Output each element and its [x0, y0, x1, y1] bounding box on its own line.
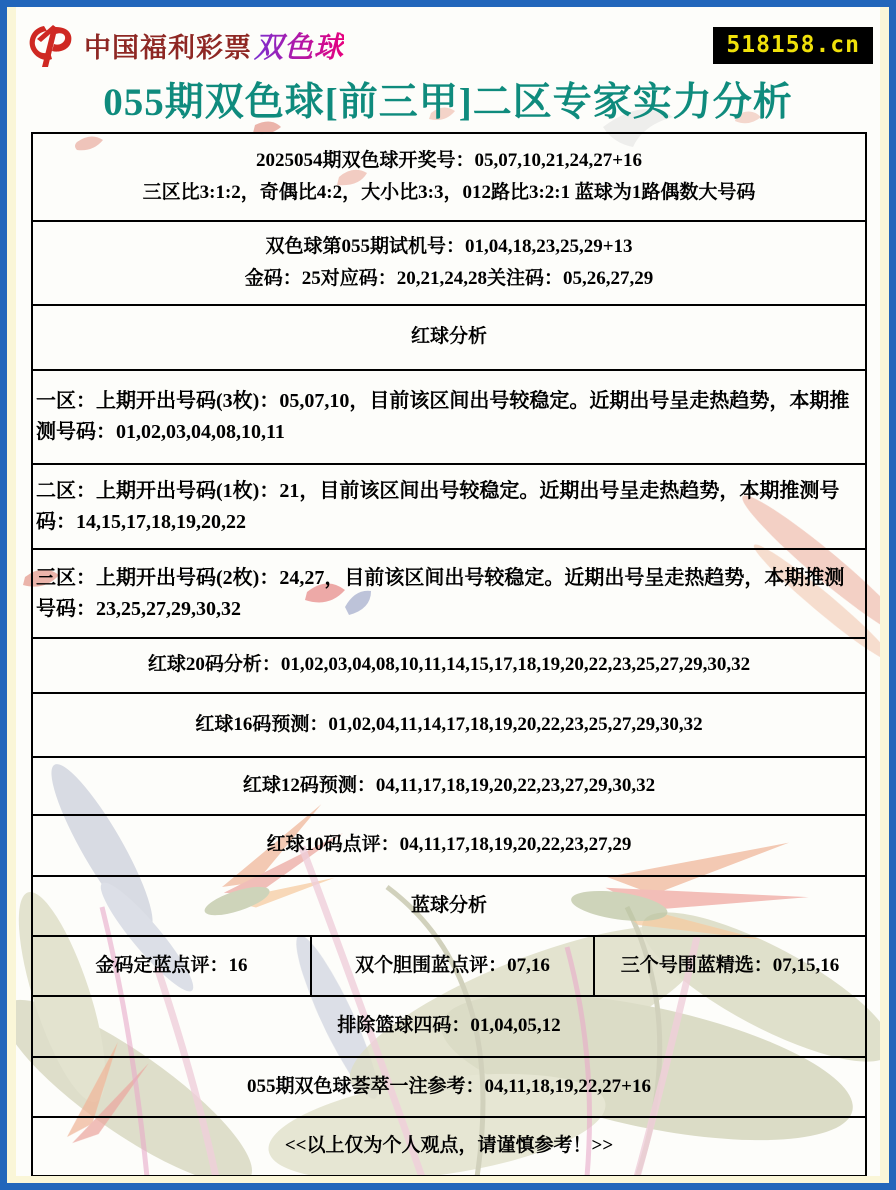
header — [7, 7, 889, 132]
zone1-analysis: 一区：上期开出号码(3枚)：05,07,10，目前该区间出号较稳定。近期出号呈走热趋势，本期推测号码：01,02,03,04,08,10,11 — [32, 370, 866, 464]
red-section-title: 红球分析 — [32, 305, 866, 370]
disclaimer-text: <<以上仅为个人观点，请谨慎参考！>> — [32, 1117, 866, 1176]
row-zone2 — [32, 464, 866, 549]
test-numbers-cell — [32, 221, 866, 305]
brand-product-name: 双色球 — [254, 25, 344, 66]
three-number-blue-pick: 三个号围蓝精选：07,15,16 — [594, 936, 866, 996]
row-red10 — [32, 815, 866, 876]
bottom-cream-strip — [7, 1176, 889, 1183]
brand-name-cn: 中国福利彩票 — [84, 32, 252, 63]
row-zone3 — [32, 549, 866, 638]
row-exclude-blue — [32, 996, 866, 1057]
test-machine-numbers: 双色球第055期试机号：01,04,18,23,25,29+13 — [265, 235, 633, 257]
site-url-badge: 518158.cn — [713, 27, 873, 64]
brand-logo — [23, 19, 344, 71]
row-final-pick — [32, 1057, 866, 1117]
row-zone1 — [32, 370, 866, 464]
excluded-blue-codes: 排除篮球四码：01,04,05,12 — [32, 996, 866, 1057]
left-cream-strip — [7, 7, 16, 1183]
last-draw-cell — [32, 133, 866, 221]
analysis-table — [31, 132, 867, 1177]
row-last-draw — [32, 133, 866, 221]
gold-code-info: 金码：25对应码：20,21,24,28关注码：05,26,27,29 — [244, 268, 654, 289]
last-draw-ratios: 三区比3:1:2，奇偶比4:2，大小比3:3，012路比3:2:1 蓝球为1路偶数大号码 — [142, 182, 756, 203]
final-single-pick: 055期双色球荟萃一注参考：04,11,18,19,22,27+16 — [32, 1057, 866, 1117]
row-red16 — [32, 693, 866, 757]
zone2-analysis: 二区：上期开出号码(1枚)：21，目前该区间出号较稳定。近期出号呈走热趋势，本期推测号码：14,15,17,18,19,20,22 — [32, 464, 866, 549]
row-red12 — [32, 757, 866, 815]
brand-text — [84, 25, 344, 66]
row-red20 — [32, 638, 866, 693]
last-draw-numbers: 2025054期双色球开奖号：05,07,10,21,24,27+16 — [255, 149, 643, 171]
zone3-analysis: 三区：上期开出号码(2枚)：24,27，目前该区间出号较稳定。近期出号呈走热趋势，本期推测号码：23,25,27,29,30,32 — [32, 549, 866, 638]
china-welfare-lottery-logo-icon — [23, 19, 75, 71]
row-blue-picks — [32, 936, 866, 996]
blue-section-title: 蓝球分析 — [32, 876, 866, 936]
red16-prediction: 红球16码预测：01,02,04,11,14,17,18,19,20,22,23,25,27,29,30,32 — [32, 693, 866, 757]
right-cream-strip — [880, 7, 889, 1183]
row-test-numbers — [32, 221, 866, 305]
double-dan-blue-pick: 双个胆围蓝点评：07,16 — [311, 936, 594, 996]
red12-prediction: 红球12码预测：04,11,17,18,19,20,22,23,27,29,30,32 — [32, 757, 866, 815]
red20-analysis: 红球20码分析：01,02,03,04,08,10,11,14,15,17,18,19,20,22,23,25,27,29,30,32 — [32, 638, 866, 693]
row-blue-section-title — [32, 876, 866, 936]
red10-review: 红球10码点评：04,11,17,18,19,20,22,23,27,29 — [32, 815, 866, 876]
row-red-section-title — [32, 305, 866, 370]
page-title: 055期双色球[前三甲]二区专家实力分析 — [103, 81, 793, 124]
gold-code-blue-pick: 金码定蓝点评：16 — [32, 936, 311, 996]
row-disclaimer — [32, 1117, 866, 1176]
